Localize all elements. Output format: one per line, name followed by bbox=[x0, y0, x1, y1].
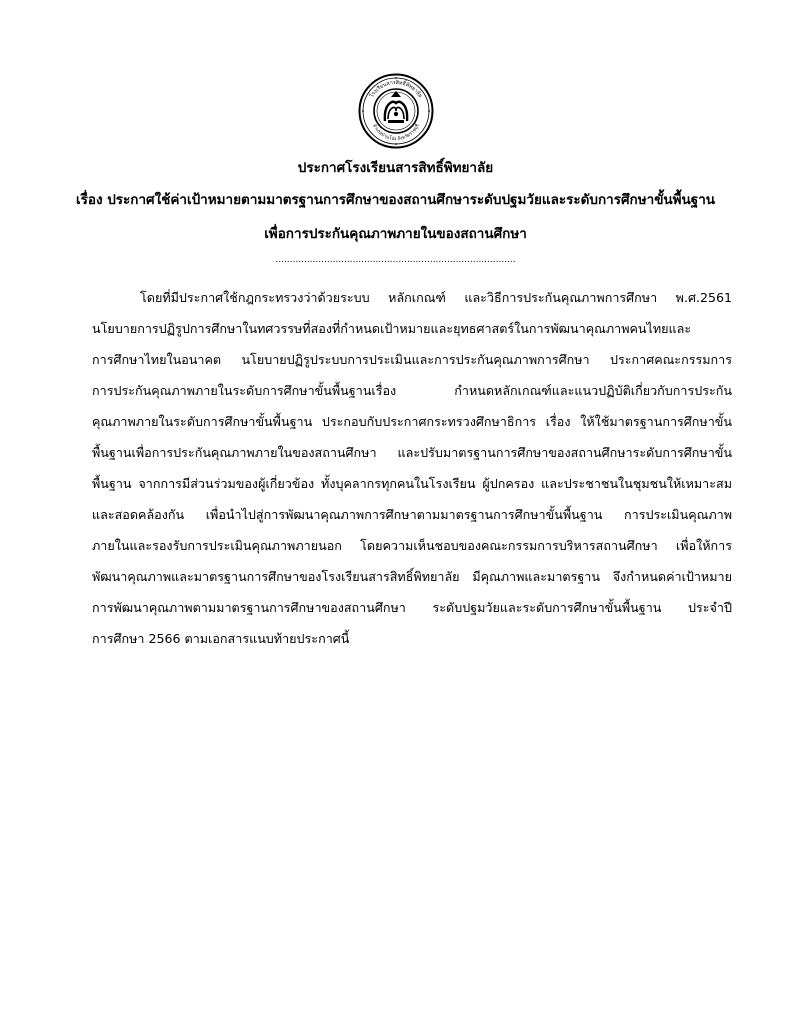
seal-top-text: โรงเรียนสารสิทธิ์พิทยาลัย bbox=[369, 79, 423, 99]
body-line: โดยที่มีประกาศใช้กฎกระทรวงว่าด้วยระบบ หลักเกณฑ์ และวิธีการประกันคุณภาพการศึกษา พ.ศ.2561 bbox=[140, 290, 732, 305]
body-line: คุณภาพภายในระดับการศึกษาขั้นพื้นฐาน ประกอบกับประกาศกระทรวงศึกษาธิการ เรื่อง ให้ใช้มาตรฐานการศึกษาขั้น bbox=[92, 414, 732, 429]
announcement-title: ประกาศโรงเรียนสารสิทธิ์พิทยาลัย bbox=[297, 160, 494, 176]
body-line: การประกันคุณภาพภายในระดับการศึกษาขั้นพื้นฐานเรื่อง กำหนดหลักเกณฑ์และแนวปฏิบัติเกี่ยวกับการประกัน bbox=[92, 383, 732, 398]
body-line: พัฒนาคุณภาพและมาตรฐานการศึกษาของโรงเรียนสารสิทธิ์พิทยาลัย มีคุณภาพและมาตรฐาน จึงกำหนดค่าเป้าหมาย bbox=[92, 569, 732, 584]
announcement-body bbox=[92, 282, 732, 654]
announcement-subject-line2: เพื่อการประกันคุณภาพภายในของสถานศึกษา bbox=[264, 226, 527, 242]
body-line: การศึกษา 2566 ตามเอกสารแนบท้ายประกาศนี้ bbox=[92, 631, 350, 646]
body-line: การศึกษาไทยในอนาคต นโยบายปฏิรูประบบการประเมินและการประกันคุณภาพการศึกษา ประกาศคณะกรรมการ bbox=[92, 352, 732, 367]
body-line: ภายในและรองรับการประเมินคุณภาพภายนอก โดยความเห็นชอบของคณะกรรมการบริหารสถานศึกษา เพื่อให้การ bbox=[92, 538, 732, 553]
body-line: พื้นฐาน จากการมีส่วนร่วมของผู้เกี่ยวข้อง ทั้งบุคลากรทุกคนในโรงเรียน ผู้ปกครอง และประชาชนในชุมชนให้เหมาะสม bbox=[92, 476, 732, 491]
body-line: และสอดคล้องกัน เพื่อนำไปสู่การพัฒนาคุณภาพการศึกษาตามมาตรฐานการศึกษาขั้นพื้นฐาน การประเมินคุณภาพ bbox=[92, 507, 732, 522]
announcement-subject: เรื่อง ประกาศใช้ค่าเป้าหมายตามมาตรฐานการศึกษาของสถานศึกษาระดับปฐมวัยและระดับการศึกษาขั้นพื้นฐาน bbox=[75, 192, 716, 208]
seal-bottom-text: อำเภอบ้านโป่ง จังหวัดราชบุรี bbox=[371, 123, 421, 143]
body-line: พื้นฐานเพื่อการประกันคุณภาพภายในของสถานศึกษา และปรับมาตรฐานการศึกษาของสถานศึกษาระดับการศึกษาขั้น bbox=[92, 445, 732, 460]
body-line: นโยบายการปฏิรูปการศึกษาในทศวรรษที่สองที่กำหนดเป้าหมายและยุทธศาสตร์ในการพัฒนาคุณภาพคนไทยและ bbox=[92, 321, 692, 336]
school-seal-logo bbox=[358, 73, 434, 149]
separator-dots: .................................................................................... bbox=[275, 255, 516, 265]
body-line: การพัฒนาคุณภาพตามมาตรฐานการศึกษาของสถานศึกษา ระดับปฐมวัยและระดับการศึกษาขั้นพื้นฐาน ประจำปี bbox=[92, 600, 732, 615]
